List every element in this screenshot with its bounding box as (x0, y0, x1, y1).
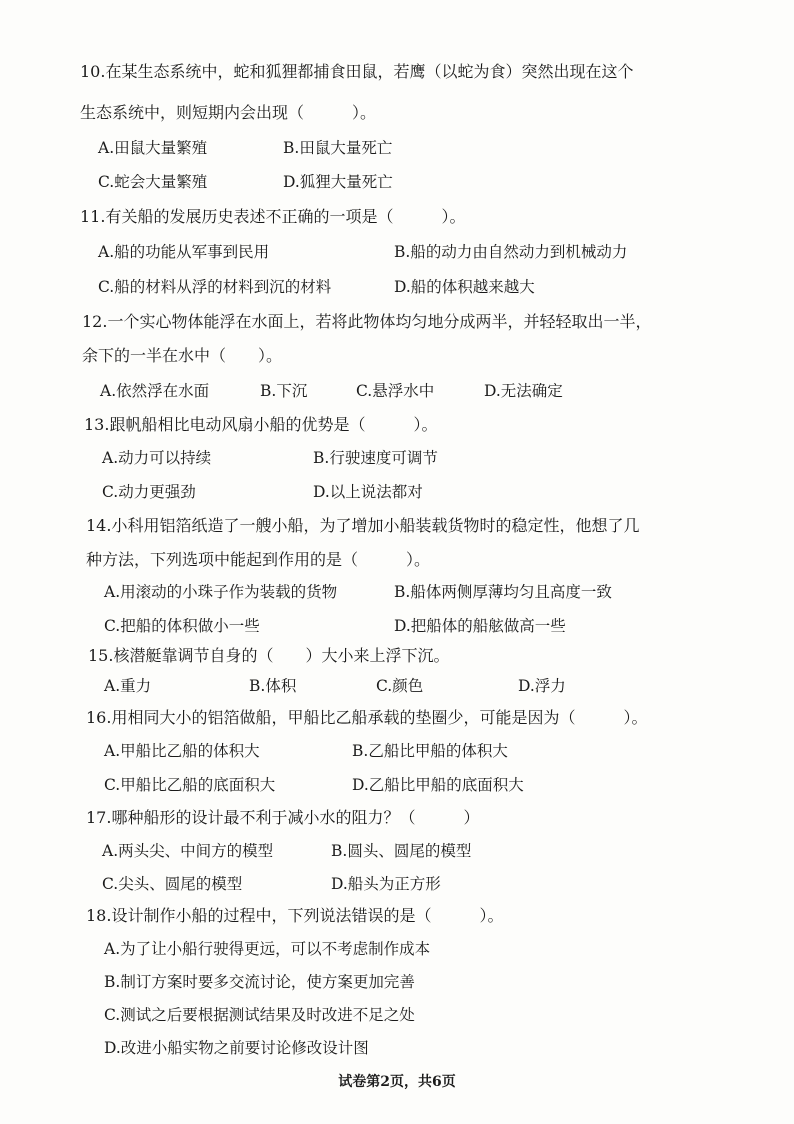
question-11-option-d: D.船的体积越来越大 (394, 278, 535, 296)
question-17-option-c: C.尖头、圆尾的模型 (102, 875, 243, 893)
question-18-option-d: D.改进小船实物之前要讨论修改设计图 (104, 1039, 369, 1057)
question-10-option-c: C.蛇会大量繁殖 (98, 173, 208, 191)
question-10-option-d: D.狐狸大量死亡 (283, 173, 393, 191)
question-12-line-1: 12.一个实心物体能浮在水面上，若将此物体均匀地分成两半，并轻轻取出一半， (82, 312, 652, 331)
question-13-line-1: 13.跟帆船相比电动风扇小船的优势是（ ）。 (84, 415, 438, 434)
page-footer: 试卷第2页，共6页 (338, 1074, 456, 1090)
question-17-option-a: A.两头尖、中间方的模型 (102, 842, 274, 860)
question-16-option-a: A.甲船比乙船的体积大 (104, 742, 260, 760)
question-11-option-a: A.船的功能从军事到民用 (98, 243, 270, 261)
question-16-option-c: C.甲船比乙船的底面积大 (104, 776, 276, 794)
question-15-option-b: B.体积 (249, 677, 297, 695)
question-14-option-d: D.把船体的船舷做高一些 (394, 617, 566, 635)
question-15-option-a: A.重力 (104, 677, 152, 695)
question-12-option-c: C.悬浮水中 (356, 382, 435, 400)
question-12-option-b: B.下沉 (260, 382, 308, 400)
question-10-line-2: 生态系统中，则短期内会出现（ ）。 (80, 103, 377, 122)
question-16-option-d: D.乙船比甲船的底面积大 (352, 776, 524, 794)
question-18-option-a: A.为了让小船行驶得更远，可以不考虑制作成本 (104, 940, 431, 958)
question-10-option-a: A.田鼠大量繁殖 (98, 139, 208, 157)
question-18-option-c: C.测试之后要根据测试结果及时改进不足之处 (104, 1006, 415, 1024)
question-14-line-1: 14.小科用铝箔纸造了一艘小船，为了增加小船装载货物时的稳定性，他想了几 (86, 516, 640, 535)
question-17-option-b: B.圆头、圆尾的模型 (331, 842, 472, 860)
question-13-option-a: A.动力可以持续 (102, 449, 212, 467)
question-13-option-c: C.动力更强劲 (102, 483, 196, 501)
question-13-option-b: B.行驶速度可调节 (313, 449, 438, 467)
question-11-option-c: C.船的材料从浮的材料到沉的材料 (98, 278, 332, 296)
question-10-line-1: 10.在某生态系统中，蛇和狐狸都捕食田鼠，若鹰（以蛇为食）突然出现在这个 (80, 62, 634, 81)
question-14-line-2: 种方法，下列选项中能起到作用的是（ ）。 (86, 550, 431, 569)
question-12-line-2: 余下的一半在水中（ ）。 (82, 346, 283, 365)
question-14-option-a: A.用滚动的小珠子作为装载的货物 (104, 583, 338, 601)
question-18-option-b: B.制订方案时要多交流讨论，使方案更加完善 (104, 973, 415, 991)
question-16-option-b: B.乙船比甲船的体积大 (352, 742, 508, 760)
question-15-option-d: D.浮力 (518, 677, 566, 695)
question-16-line-1: 16.用相同大小的铝箔做船，甲船比乙船承载的垫圈少，可能是因为（ ）。 (86, 708, 648, 727)
question-12-option-d: D.无法确定 (484, 382, 563, 400)
question-14-option-b: B.船体两侧厚薄均匀且高度一致 (394, 583, 612, 601)
question-18-line-1: 18.设计制作小船的过程中，下列说法错误的是（ ）。 (86, 906, 504, 925)
question-12-option-a: A.依然浮在水面 (100, 382, 210, 400)
question-17-line-1: 17.哪种船形的设计最不利于减小水的阻力？（ ） (86, 808, 480, 827)
question-14-option-c: C.把船的体积做小一些 (104, 617, 260, 635)
question-11-option-b: B.船的动力由自然动力到机械动力 (394, 243, 628, 261)
question-10-option-b: B.田鼠大量死亡 (283, 139, 393, 157)
question-15-option-c: C.颜色 (376, 677, 424, 695)
question-13-option-d: D.以上说法都对 (313, 483, 423, 501)
question-17-option-d: D.船头为正方形 (331, 875, 441, 893)
question-11-line-1: 11.有关船的发展历史表述不正确的一项是（ ）。 (80, 207, 466, 226)
question-15-line-1: 15.核潜艇靠调节自身的（ ）大小来上浮下沉。 (88, 646, 450, 665)
